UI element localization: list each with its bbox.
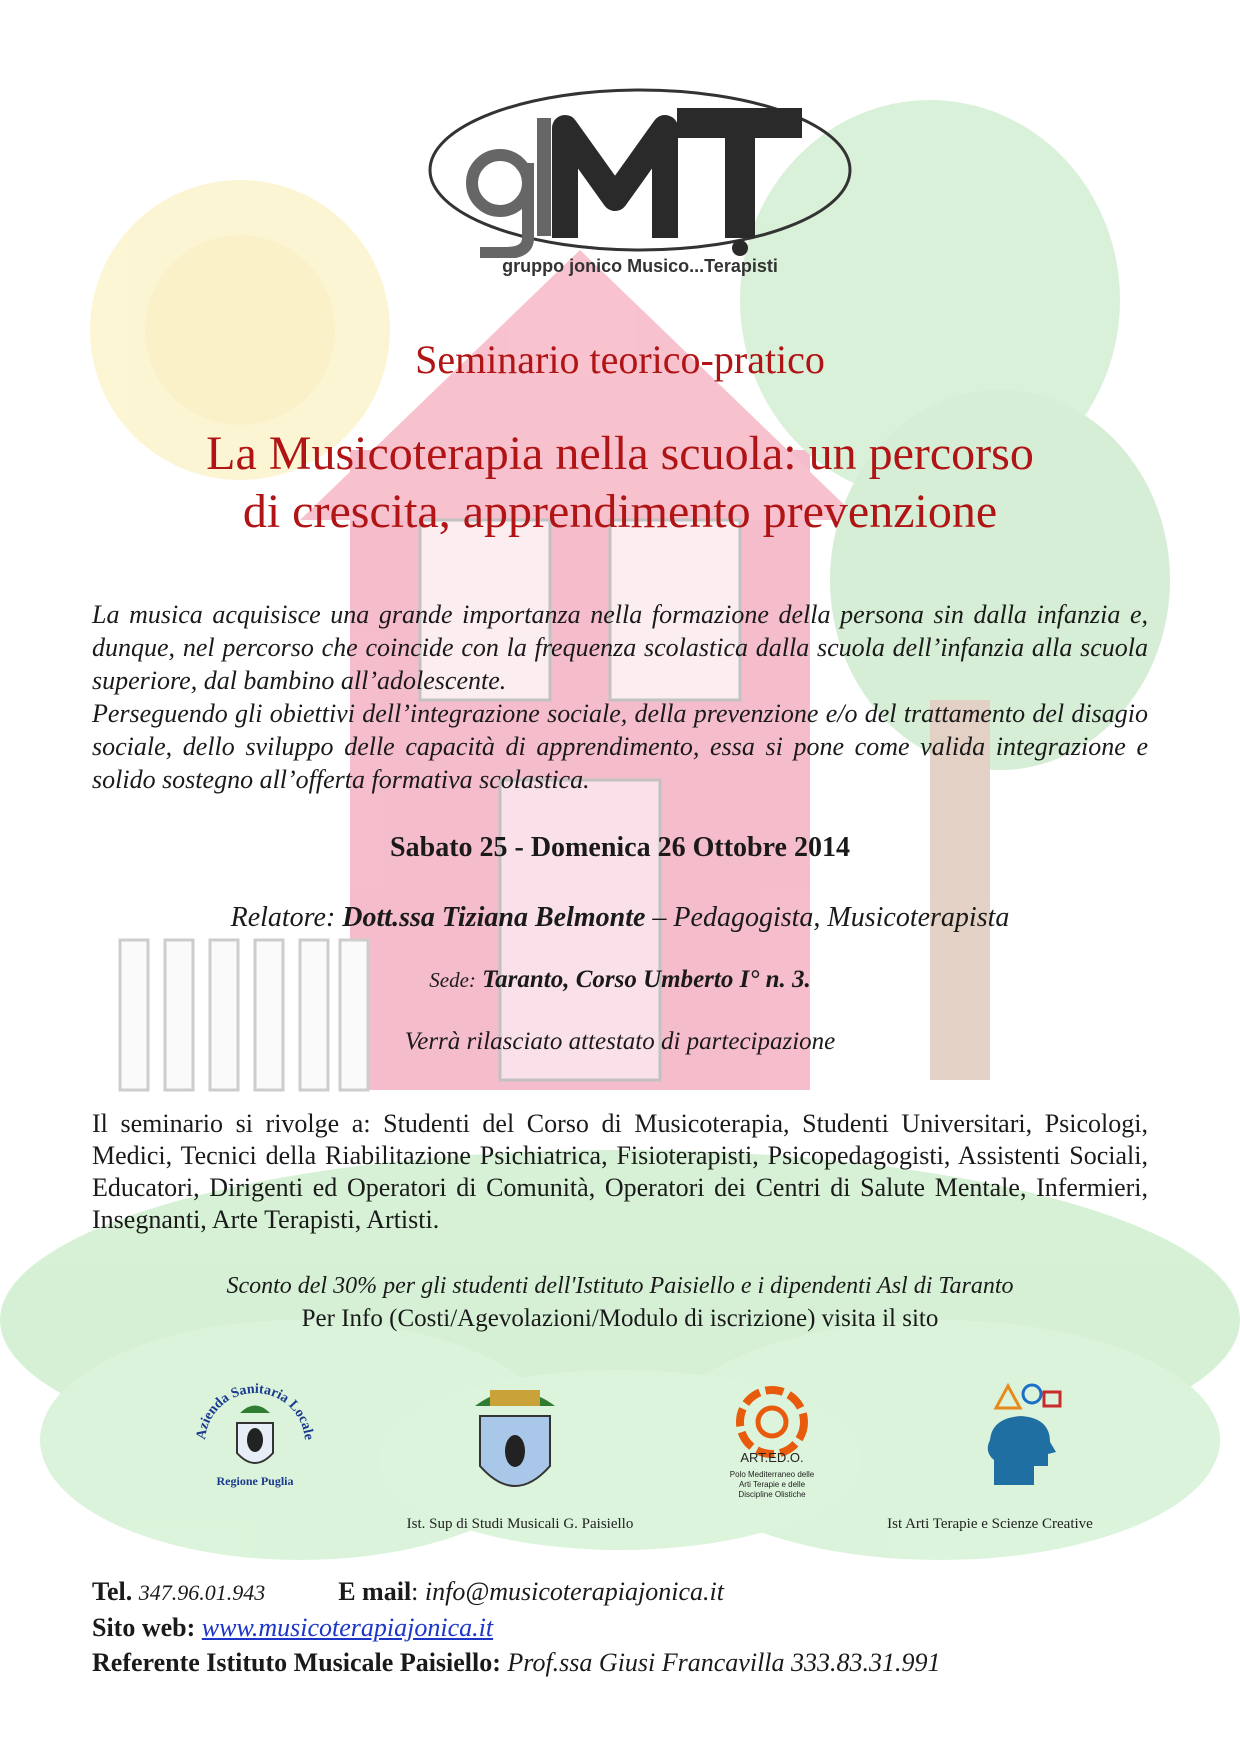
contact-line-3: [92, 1645, 941, 1680]
speaker-role: – Pedagogista, Musicoterapista: [652, 902, 1010, 933]
web-label: Sito web:: [92, 1613, 196, 1642]
artedo-logo: [712, 1384, 832, 1524]
seminar-title: [0, 425, 1240, 541]
speaker-line: [0, 902, 1240, 934]
artedo-description: [712, 1470, 832, 1500]
contact-block: [92, 1574, 941, 1680]
venue-line: [0, 966, 1240, 994]
certificate-note: Verrà rilasciato attestato di partecipazione: [404, 1028, 836, 1055]
asl-ring-text: Azienda Sanitaria Locale: [193, 1381, 316, 1441]
venue-label: Sede:: [429, 968, 476, 992]
speaker-name: Dott.ssa Tiziana Belmonte: [342, 902, 646, 933]
logo-tagline: gruppo jonico Musico...Terapisti: [502, 256, 778, 276]
artedo-desc-line3: Discipline Olistiche: [738, 1490, 806, 1499]
coat-of-arms-icon: [455, 1376, 575, 1506]
email-label: E mail: [338, 1577, 412, 1606]
gjmt-logo: [425, 88, 855, 278]
asl-taranto-logo: [185, 1368, 325, 1508]
info-note: Per Info (Costi/Agevolazioni/Modulo di iscrizione) visita il sito: [301, 1305, 939, 1332]
artedo-name: ART.ED.O.: [740, 1450, 804, 1465]
arti-terapie-caption: Ist Arti Terapie e Scienze Creative: [887, 1516, 1093, 1532]
artedo-desc-line1: Polo Mediterraneo delle: [729, 1470, 815, 1479]
asl-region-label: Regione Puglia: [216, 1474, 294, 1488]
contact-line-1: [92, 1574, 941, 1610]
email-separator: :: [411, 1577, 419, 1606]
intro-text: [92, 598, 1148, 796]
website-link[interactable]: www.musicoterapiajonica.it: [201, 1613, 494, 1642]
intro-paragraph-2: Perseguendo gli obiettivi dell’integrazione sociale, della prevenzione e/o del trattamento del disagio sociale, dello sviluppo delle capacità di apprendimento, essa si pone come valida integrazione e solido sostegno all’offerta formativa scolastica.: [92, 699, 1148, 794]
seminar-title-line1: La Musicoterapia nella scuola: un percorso: [206, 427, 1034, 480]
event-dates: Sabato 25 - Domenica 26 Ottobre 2014: [390, 832, 850, 863]
gjmt-logo-mark: [425, 88, 855, 258]
artedo-desc-line2: Arti Terapie e delle: [738, 1480, 806, 1489]
seminar-title-line2: di crescita, apprendimento prevenzione: [242, 485, 998, 538]
venue-address: Taranto, Corso Umberto I° n. 3.: [482, 966, 811, 993]
seminar-subtitle: Seminario teorico-pratico: [415, 337, 825, 382]
intro-paragraph-1: La musica acquisisce una grande importanza nella formazione della persona sin dalla infanzia e, dunque, nel percorso che coincide con la frequenza scolastica dalla scuola dell’infanzia alla scuola superiore, dal bambino all’adolescente.: [92, 600, 1148, 695]
paisiello-caption: Ist. Sup di Studi Musicali G. Paisiello: [406, 1516, 634, 1532]
referent-label: Referente Istituto Musicale Paisiello:: [92, 1648, 501, 1677]
arti-terapie-logo: [976, 1380, 1066, 1490]
contact-line-2: [92, 1610, 941, 1645]
tel-number: 347.96.01.943: [138, 1580, 266, 1605]
email-address[interactable]: info@musicoterapiajonica.it: [424, 1577, 724, 1606]
speaker-label: Relatore:: [230, 902, 336, 933]
paisiello-crest: [455, 1376, 575, 1506]
tel-label: Tel.: [92, 1577, 133, 1606]
audience-text: Il seminario si rivolge a: Studenti del Corso di Musicoterapia, Studenti Universitari, Psicologi, Medici, Tecnici della Riabilitazione Psichiatrica, Fisioterapisti, Psicopedagogisti, Assistenti Sociali, Educatori, Dirigenti ed Operatori di Comunità, Operatori dei Centri di Salute Mentale, Infermieri, Insegnanti, Arte Terapisti, Artisti.: [92, 1109, 1148, 1234]
discount-note: Sconto del 30% per gli studenti dell'Istituto Paisiello e i dipendenti Asl di Taranto: [226, 1273, 1014, 1299]
referent-contact: Prof.ssa Giusi Francavilla 333.83.31.991: [507, 1648, 941, 1677]
head-shapes-icon: [976, 1380, 1066, 1490]
